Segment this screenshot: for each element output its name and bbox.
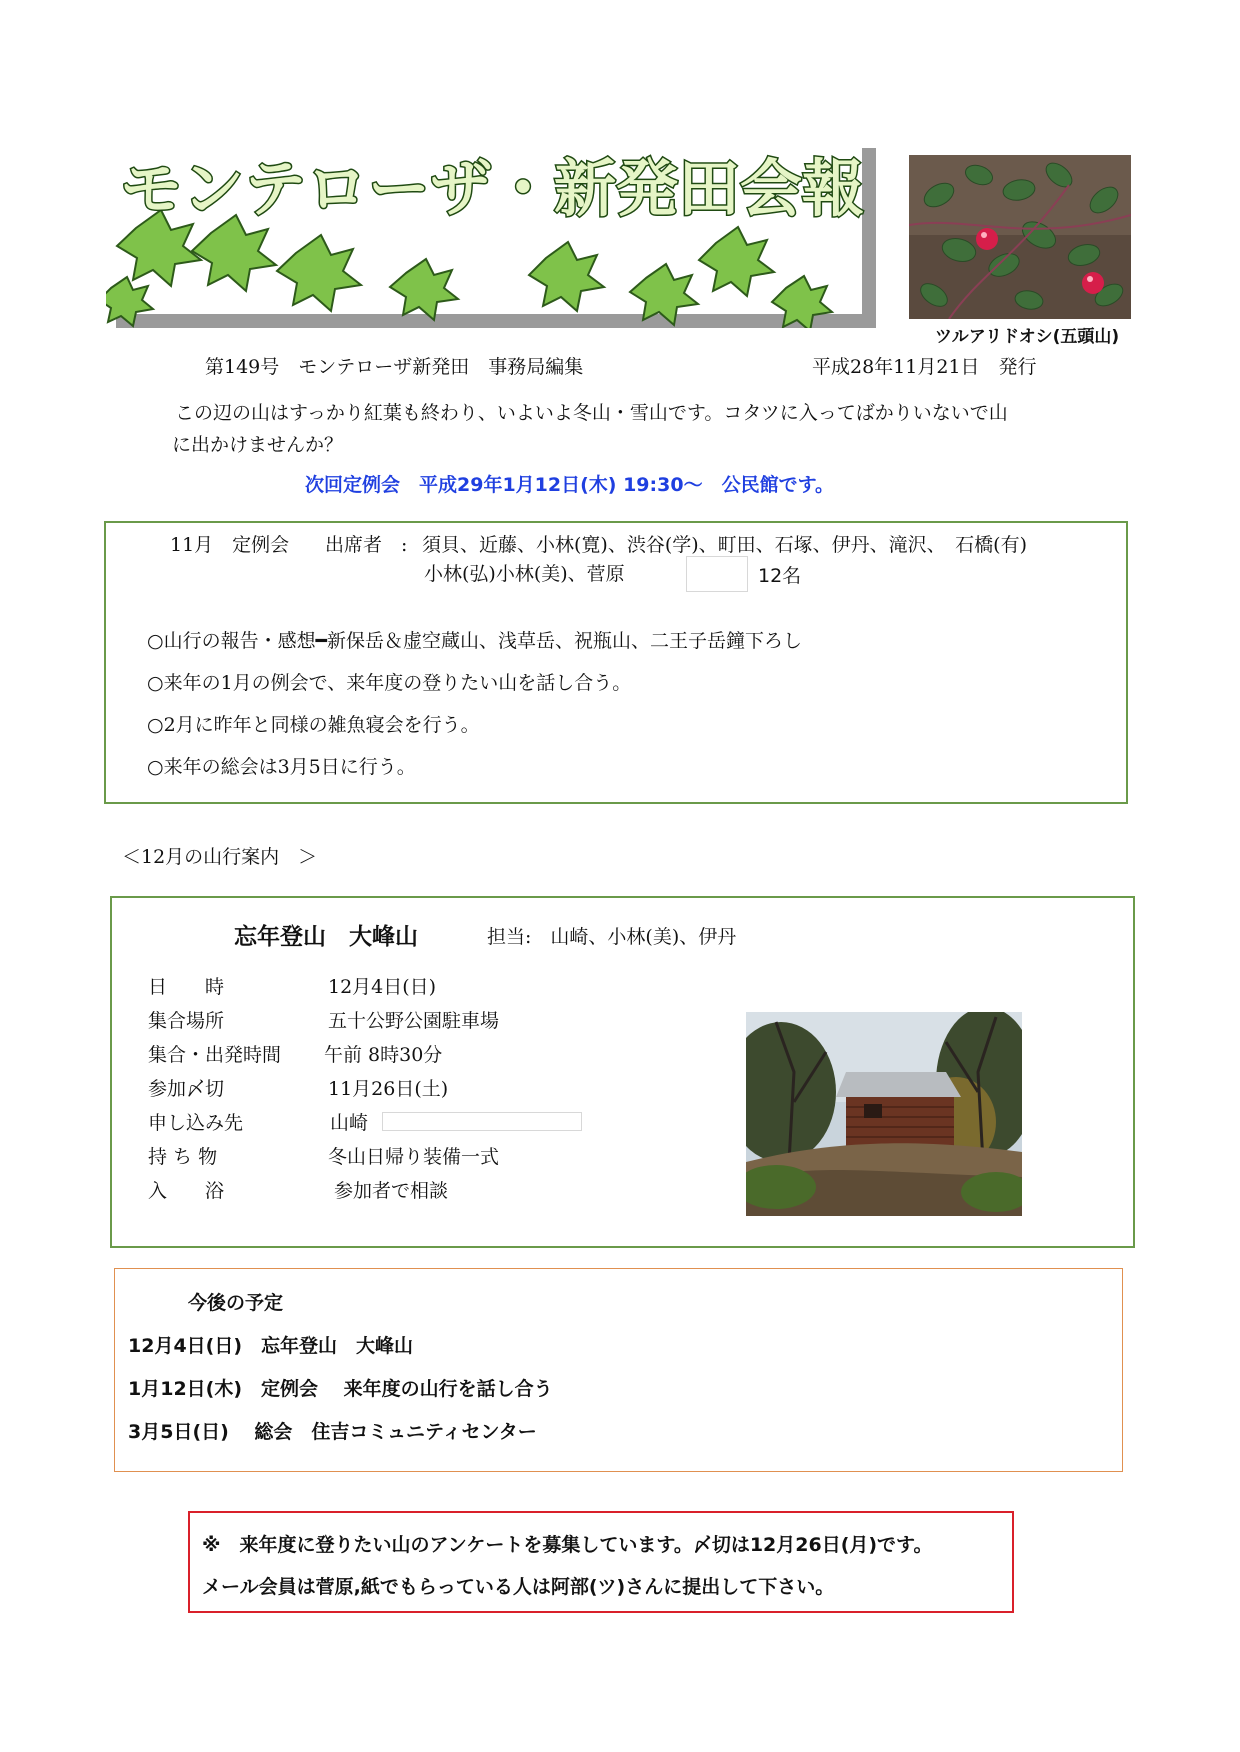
schedule-value: 冬山日帰り装備一式 bbox=[328, 1146, 500, 1168]
issue-info: 第149号 モンテローザ新発田 事務局編集 bbox=[205, 356, 584, 378]
schedule-label: 入 浴 bbox=[148, 1180, 225, 1202]
schedule-value: 山崎 bbox=[330, 1112, 369, 1134]
issue-date: 平成28年11月21日 発行 bbox=[812, 356, 1037, 378]
intro-line-1: この辺の山はすっかり紅葉も終わり、いよいよ冬山・雪山です。コタツに入ってばかりいないで山 bbox=[175, 402, 1008, 424]
hike-title: 忘年登山 大峰山 bbox=[234, 924, 418, 950]
schedule-label: 集合場所 bbox=[148, 1010, 225, 1032]
schedule-value: 午前 8時30分 bbox=[324, 1044, 443, 1066]
plans-heading: 今後の予定 bbox=[188, 1292, 284, 1314]
next-meeting-notice: 次回定例会 平成29年1月12日(木) 19:30～ 公民館です。 bbox=[305, 474, 835, 496]
berry-plant-photo bbox=[909, 155, 1131, 319]
mountain-cabin-photo bbox=[746, 1012, 1022, 1216]
report-item: ○2月に昨年と同様の雑魚寝会を行う。 bbox=[147, 714, 480, 736]
redacted-box bbox=[686, 556, 748, 592]
report-item: ○来年の総会は3月5日に行う。 bbox=[147, 756, 416, 778]
banner-leaves-graphic bbox=[106, 138, 876, 328]
intro-line-2: に出かけませんか？ bbox=[172, 434, 344, 456]
attendee-count: 12名 bbox=[758, 565, 802, 587]
plan-item: 1月12日(木) 定例会 来年度の山行を話し合う bbox=[128, 1378, 553, 1400]
schedule-label: 申し込み先 bbox=[148, 1112, 244, 1134]
survey-notice-line-2: メール会員は菅原,紙でもらっている人は阿部(ツ)さんに提出して下さい。 bbox=[202, 1576, 835, 1598]
plan-item: 3月5日(日) 総会 住吉コミュニティセンター bbox=[128, 1421, 537, 1443]
report-heading: 11月 定例会 bbox=[170, 534, 290, 556]
schedule-value: 参加者で相談 bbox=[334, 1180, 449, 1202]
report-item: ○来年の1月の例会で、来年度の登りたい山を話し合う。 bbox=[147, 672, 632, 694]
schedule-label: 日 時 bbox=[148, 976, 225, 998]
newsletter-banner bbox=[106, 138, 876, 328]
schedule-label: 持 ち 物 bbox=[148, 1146, 218, 1168]
plan-item: 12月4日(日) 忘年登山 大峰山 bbox=[128, 1335, 414, 1357]
report-item: ○山行の報告・感想━新保岳＆虚空蔵山、浅草岳、祝瓶山、二王子岳鐘下ろし bbox=[147, 630, 803, 652]
schedule-label: 参加〆切 bbox=[148, 1078, 225, 1100]
attendees-line-2: 小林(弘)小林(美)、菅原 bbox=[424, 563, 625, 585]
photo-caption: ツルアリドオシ(五頭山) bbox=[934, 327, 1120, 347]
attendees-line-1: 須貝、近藤、小林(寛)、渋谷(学)、町田、石塚、伊丹、滝沢、 石橋(有) bbox=[422, 534, 1027, 556]
survey-notice-line-1: ※ 来年度に登りたい山のアンケートを募集しています。〆切は12月26日(月)です。 bbox=[202, 1534, 933, 1556]
attendees-label: 出席者 : bbox=[325, 534, 408, 556]
guide-section-title: ＜12月の山行案内 ＞ bbox=[122, 846, 318, 868]
schedule-value: 12月4日(日) bbox=[328, 976, 437, 998]
schedule-value: 五十公野公園駐車場 bbox=[328, 1010, 500, 1032]
hike-staff: 担当: 山崎、小林(美)、伊丹 bbox=[487, 926, 737, 948]
schedule-value: 11月26日(土) bbox=[328, 1078, 449, 1100]
redacted-contact-box bbox=[382, 1112, 582, 1131]
banner-title-text: モンテローザ・新発田会報 bbox=[120, 152, 865, 225]
schedule-label: 集合・出発時間 bbox=[148, 1044, 282, 1066]
